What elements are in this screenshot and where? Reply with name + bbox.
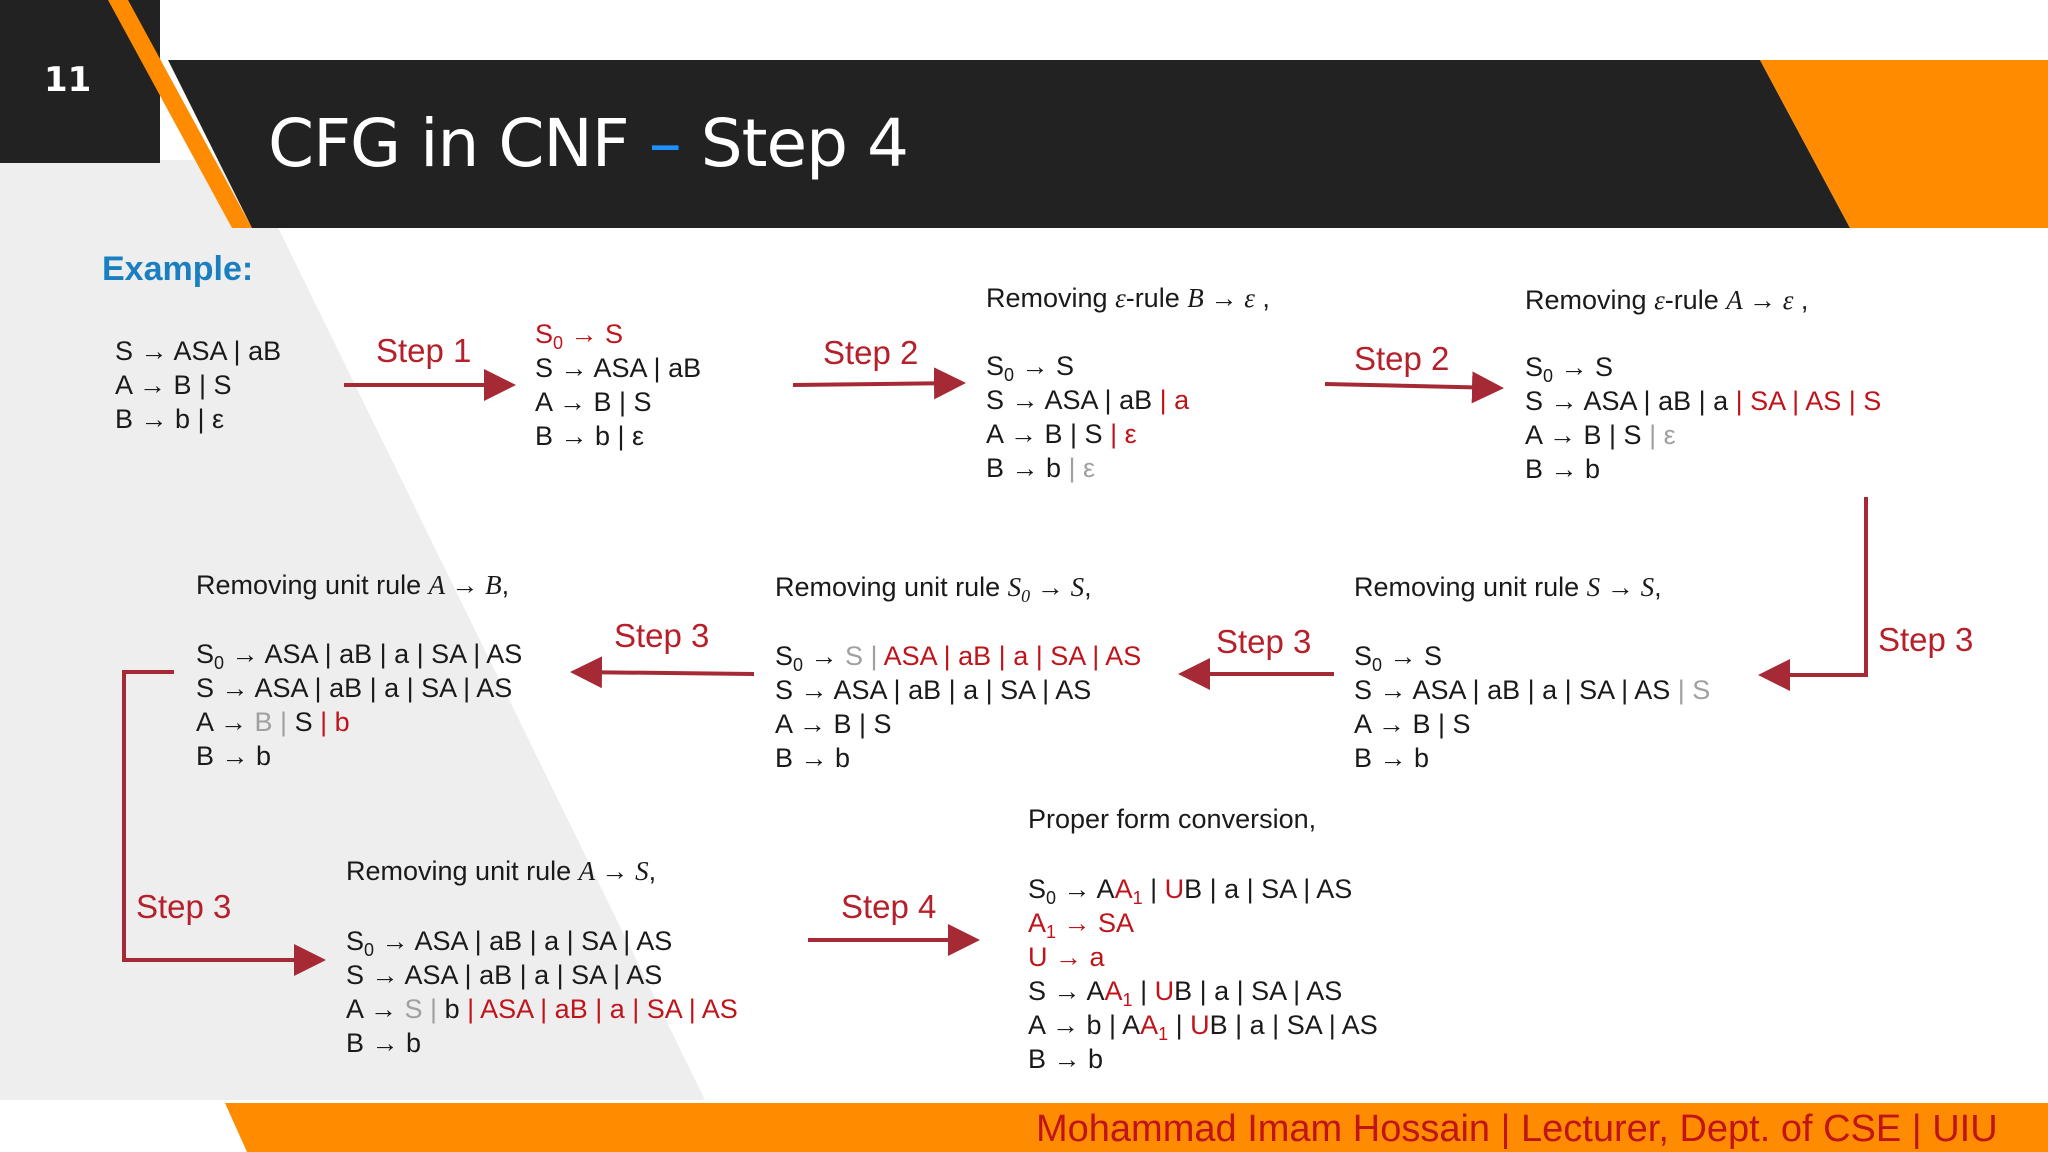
unit-as-grammar xyxy=(346,924,738,1060)
title-dash: – xyxy=(648,105,681,182)
rule-symbol: S xyxy=(986,351,1005,381)
eps-b-grammar xyxy=(986,349,1189,485)
subscript: 0 xyxy=(553,333,564,353)
rule-line: B → b xyxy=(1354,743,1430,773)
rule-line xyxy=(1525,350,1881,384)
heading-symbol: S xyxy=(1007,572,1022,602)
rule-added: U xyxy=(1164,874,1185,904)
subscript: 1 xyxy=(1046,922,1057,942)
rule-base: B | a | SA | AS xyxy=(1174,976,1343,1006)
rule-base: | xyxy=(1132,976,1155,1006)
subscript: 0 xyxy=(214,653,225,673)
rule-line xyxy=(1028,1008,1378,1042)
step4-label: Step 4 xyxy=(841,888,937,925)
rule-symbol: S xyxy=(535,319,554,349)
rule-arrow: → xyxy=(803,641,846,671)
heading-text: Removing xyxy=(986,283,1116,313)
proper-heading: Proper form conversion, xyxy=(1028,804,1317,834)
rule-line: B → b | ε xyxy=(115,404,225,434)
rule-base: A → xyxy=(196,707,255,737)
rule-base: B | a | SA | AS xyxy=(1209,1010,1378,1040)
rule-line: B → b xyxy=(1028,1044,1104,1074)
unit-s0s-heading xyxy=(775,572,1092,606)
heading-rule: S → S xyxy=(1586,572,1655,602)
eps-a-grammar xyxy=(1525,350,1881,486)
subscript: 1 xyxy=(1122,990,1133,1010)
rule-line: B → b | ε xyxy=(535,421,645,451)
rule-removed: B | xyxy=(254,707,295,737)
rule-added: | SA | AS | S xyxy=(1728,386,1882,416)
subscript: 1 xyxy=(1132,888,1143,908)
heading-text: Removing unit rule xyxy=(346,856,579,886)
rule-added: | ASA | aB | a | SA | AS xyxy=(459,994,738,1024)
rule-base: | xyxy=(1142,874,1165,904)
rule-line xyxy=(1354,639,1710,673)
rule-added: | b xyxy=(312,707,350,737)
heading-eps: ε xyxy=(1115,283,1126,313)
rule-removed: | ε xyxy=(1641,420,1676,450)
eps-b-heading xyxy=(986,283,1270,314)
subscript: 0 xyxy=(1372,655,1383,675)
rule-line: A → B | S xyxy=(1354,709,1471,739)
rule-symbol: S xyxy=(775,641,794,671)
rule-added: | a xyxy=(1152,385,1190,415)
heading-text: Removing unit rule xyxy=(775,572,1008,602)
rule-line xyxy=(986,451,1189,485)
heading-text: -rule xyxy=(1664,285,1727,315)
rule-line: B → b xyxy=(1525,454,1601,484)
rule-line: A → B | S xyxy=(775,709,892,739)
rule-line xyxy=(1028,906,1378,940)
rule-base: A → B | S xyxy=(986,419,1103,449)
unit-s0s-grammar xyxy=(775,639,1141,775)
rule-line xyxy=(1028,872,1378,906)
subscript: 1 xyxy=(1158,1024,1169,1044)
footer-text: Mohammad Imam Hossain | Lecturer, Dept. of CSE | UIU xyxy=(1036,1108,1998,1150)
rule-line: U → a xyxy=(1028,942,1105,972)
rule-removed: | ε xyxy=(1061,453,1096,483)
heading-text: Removing xyxy=(1525,285,1655,315)
rule-base: S → ASA | aB | a | SA | AS xyxy=(1354,675,1671,705)
heading-rule: A → B xyxy=(428,570,502,600)
rule-symbol: S xyxy=(346,926,365,956)
subscript: 0 xyxy=(1543,366,1554,386)
rule-line xyxy=(986,349,1189,383)
heading-text: -rule xyxy=(1125,283,1188,313)
rule-line xyxy=(196,705,522,739)
rule-base: B | a | SA | AS xyxy=(1184,874,1353,904)
rule-line xyxy=(535,317,701,351)
rule-rest: → S xyxy=(1553,352,1614,382)
rule-rest: → ASA | aB | a | SA | AS xyxy=(224,639,523,669)
rule-line xyxy=(1354,673,1710,707)
rule-line: B → b xyxy=(346,1028,422,1058)
rule-base: S → A xyxy=(1028,976,1105,1006)
rule-rest: → ASA | aB | a | SA | AS xyxy=(374,926,673,956)
step1-label: Step 1 xyxy=(376,332,472,369)
rule-symbol: A xyxy=(1028,908,1047,938)
step3a-label: Step 3 xyxy=(1878,621,1974,658)
rule-line: S → ASA | aB | a | SA | AS xyxy=(196,673,513,703)
rule-line: S → ASA | aB | a | SA | AS xyxy=(346,960,663,990)
rule-line: A → B | S xyxy=(115,370,232,400)
heading-text: , xyxy=(1084,572,1092,602)
rule-symbol: S xyxy=(1354,641,1373,671)
rule-line xyxy=(775,639,1141,673)
rule-base: A → B | S xyxy=(1525,420,1642,450)
rule-line xyxy=(1525,384,1881,418)
rule-rest: → S xyxy=(1014,351,1075,381)
rule-line xyxy=(986,383,1189,417)
step2a-arrow xyxy=(793,383,962,385)
heading-text: Removing unit rule xyxy=(196,570,429,600)
rule-added: U xyxy=(1190,1010,1210,1040)
heading-rule: A → S xyxy=(578,856,649,886)
unit-ss-grammar xyxy=(1354,639,1710,775)
rule-line: B → b xyxy=(775,743,851,773)
rule-base: S → ASA | aB | a xyxy=(1525,386,1729,416)
unit-as-heading xyxy=(346,856,656,887)
rule-base: B → b xyxy=(986,453,1062,483)
heading-text: , xyxy=(1654,572,1662,602)
step2b-label: Step 2 xyxy=(1354,340,1450,377)
rule-base: A → xyxy=(346,994,405,1024)
rule-base: | xyxy=(1168,1010,1191,1040)
unit-ab-grammar xyxy=(196,637,522,773)
rule-removed: S | xyxy=(845,641,884,671)
heading-text: , xyxy=(648,856,657,886)
rule-symbol: S xyxy=(1525,352,1544,382)
slide-title xyxy=(268,105,908,182)
rule-base: → A xyxy=(1056,874,1115,904)
rule-base: S xyxy=(294,707,313,737)
title-sub: Step 4 xyxy=(700,105,908,182)
rule-base: S → ASA | aB xyxy=(986,385,1153,415)
rule-line xyxy=(1028,974,1378,1008)
subscript: 0 xyxy=(364,940,375,960)
heading-rule: B → ε xyxy=(1187,283,1255,313)
unit-ss-heading xyxy=(1354,572,1662,603)
rule-line xyxy=(196,637,522,671)
rule-added: A xyxy=(1140,1010,1159,1040)
subscript: 0 xyxy=(1021,586,1031,606)
rule-symbol: S xyxy=(1028,874,1047,904)
step1-grammar xyxy=(535,317,701,453)
rule-added: U xyxy=(1154,976,1175,1006)
example-label: Example: xyxy=(102,250,254,288)
title-main: CFG in CNF xyxy=(268,105,629,182)
step2b-arrow xyxy=(1325,384,1500,388)
step3c-label: Step 3 xyxy=(614,617,710,654)
rule-base: A → b | A xyxy=(1028,1010,1141,1040)
step3a-arrow xyxy=(1762,497,1866,675)
heading-text: Removing unit rule xyxy=(1354,572,1587,602)
rule-line xyxy=(346,992,738,1026)
rule-line: A → B | S xyxy=(535,387,652,417)
proper-grammar xyxy=(1028,872,1378,1076)
rule-rest: → S xyxy=(1382,641,1443,671)
slide-number: 11 xyxy=(44,60,92,100)
rule-added: | ε xyxy=(1102,419,1137,449)
heading-text: , xyxy=(501,570,510,600)
step3c-arrow xyxy=(574,672,754,674)
rule-line xyxy=(986,417,1189,451)
rule-added: A xyxy=(1114,874,1133,904)
subscript: 0 xyxy=(1046,888,1057,908)
rule-added: A xyxy=(1104,976,1123,1006)
heading-rule: → S xyxy=(1030,572,1085,602)
rule-line xyxy=(1525,418,1881,452)
rule-line: S → ASA | aB | a | SA | AS xyxy=(775,675,1092,705)
rule-base: b xyxy=(444,994,460,1024)
rule-symbol: S xyxy=(196,639,215,669)
step3b-label: Step 3 xyxy=(1216,623,1312,660)
rule-added: ASA | aB | a | SA | AS xyxy=(883,641,1142,671)
heading-eps: ε xyxy=(1654,285,1665,315)
rule-line: S → ASA | aB xyxy=(535,353,702,383)
step3d-label: Step 3 xyxy=(136,888,232,925)
rule-rest: → SA xyxy=(1056,908,1135,938)
unit-ab-heading xyxy=(196,570,509,601)
rule-removed: S | xyxy=(404,994,445,1024)
rule-rest: → S xyxy=(563,319,624,349)
subscript: 0 xyxy=(1004,365,1015,385)
heading-rule: A → ε xyxy=(1726,285,1794,315)
rule-line: B → b xyxy=(196,741,272,771)
rule-line xyxy=(346,924,738,958)
subscript: 0 xyxy=(793,655,804,675)
heading-text: , xyxy=(1793,285,1809,315)
rule-line: S → ASA | aB xyxy=(115,336,282,366)
original-grammar xyxy=(115,334,281,436)
rule-removed: | S xyxy=(1670,675,1711,705)
step2a-label: Step 2 xyxy=(823,334,919,371)
heading-text: , xyxy=(1254,283,1270,313)
eps-a-heading xyxy=(1525,285,1808,316)
